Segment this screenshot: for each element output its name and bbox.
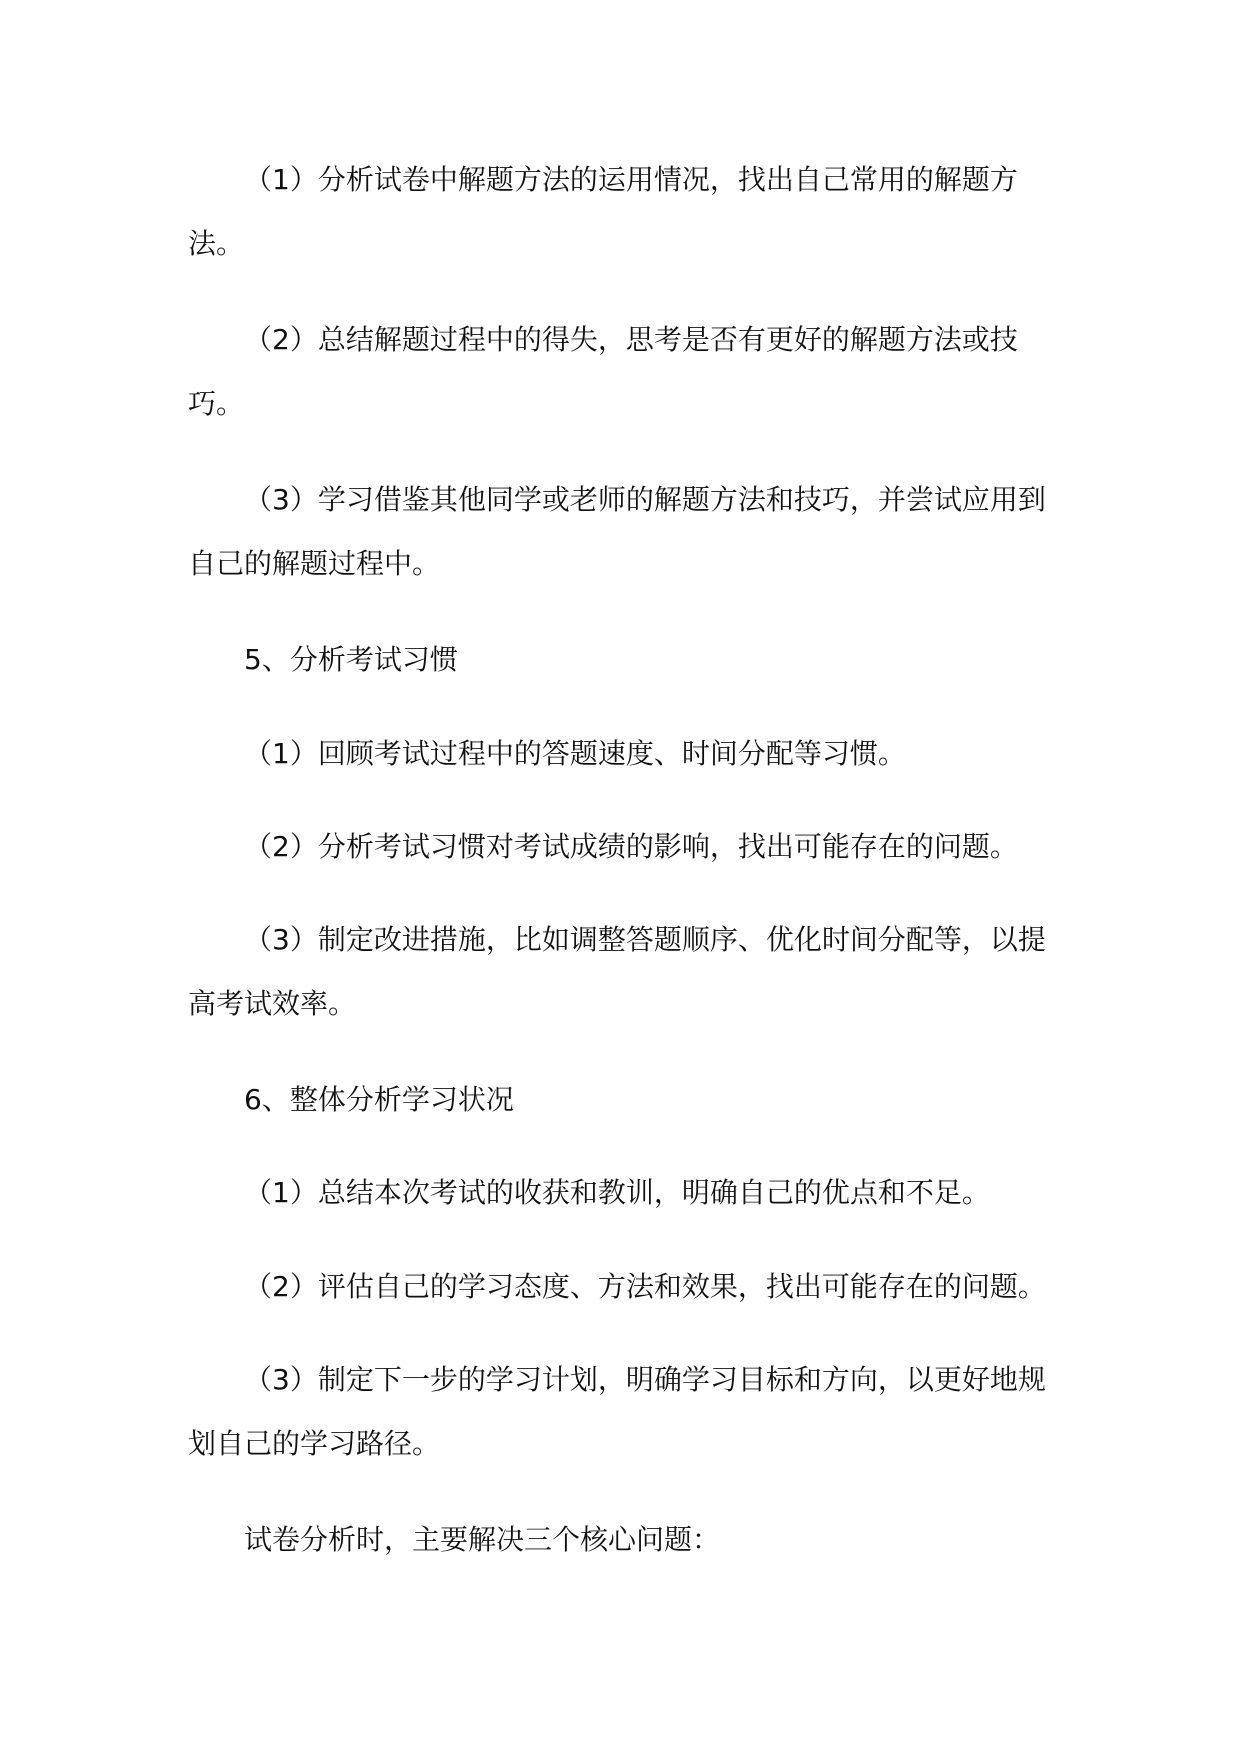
paragraph-overall-evaluation: （2）评估自己的学习态度、方法和效果，找出可能存在的问题。 <box>244 1270 1046 1303</box>
paragraph-method-usage: （1）分析试卷中解题方法的运用情况，找出自己常用的解题方法。 <box>188 163 1018 260</box>
paragraph-core-questions: 试卷分析时，主要解决三个核心问题： <box>244 1523 721 1556</box>
paragraph-habits-impact: （2）分析考试习惯对考试成绩的影响，找出可能存在的问题。 <box>244 830 1018 863</box>
paragraph-habits-review: （1）回顾考试过程中的答题速度、时间分配等习惯。 <box>244 737 906 770</box>
paragraph-habits-improvement: （3）制定改进措施，比如调整答题顺序、优化时间分配等，以提高考试效率。 <box>188 923 1046 1020</box>
paragraph-method-learning: （3）学习借鉴其他同学或老师的解题方法和技巧，并尝试应用到自己的解题过程中。 <box>188 483 1046 580</box>
paragraph-overall-plan: （3）制定下一步的学习计划，明确学习目标和方向，以更好地规划自己的学习路径。 <box>188 1363 1046 1460</box>
paragraph-overall-summary: （1）总结本次考试的收获和教训，明确自己的优点和不足。 <box>244 1176 990 1209</box>
section-heading-overall-analysis: 6、整体分析学习状况 <box>244 1083 514 1116</box>
section-heading-exam-habits: 5、分析考试习惯 <box>244 643 458 676</box>
paragraph-method-summary: （2）总结解题过程中的得失，思考是否有更好的解题方法或技巧。 <box>188 323 1018 420</box>
